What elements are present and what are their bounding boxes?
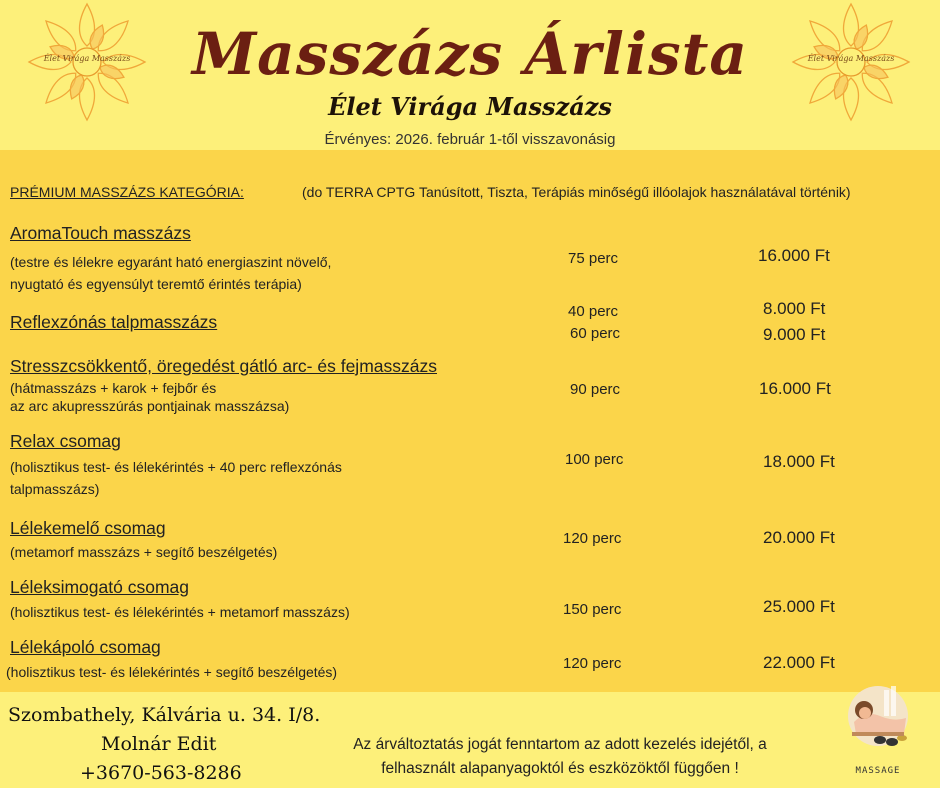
service-desc-line: (testre és lélekre egyaránt ható energiaszint növelő, bbox=[10, 254, 332, 270]
massage-label: MASSAGE bbox=[855, 766, 901, 776]
service-price: 18.000 Ft bbox=[763, 452, 835, 471]
service-desc-line: (hátmasszázs + karok + fejbőr és bbox=[10, 380, 217, 396]
service-desc-line: (holisztikus test- és lélekérintés + metamorf masszázs) bbox=[10, 604, 350, 620]
service-duration: 75 perc bbox=[568, 250, 619, 267]
service-duration: 150 perc bbox=[563, 601, 622, 618]
service-desc-line: (holisztikus test- és lélekérintés + segítő beszélgetés) bbox=[6, 664, 338, 680]
service-name: Relax csomag bbox=[10, 431, 121, 451]
service-desc-line: (metamorf masszázs + segítő beszélgetés) bbox=[10, 544, 278, 560]
service-name: Reflexzónás talpmasszázs bbox=[10, 312, 218, 332]
service-desc-line: az arc akupresszúrás pontjainak masszázsa) bbox=[10, 398, 290, 414]
logo-text-right: Élet Virága Masszázs bbox=[807, 54, 895, 63]
notice-line: Az árváltoztatás jogát fenntartom az adott kezelés idejétől, a bbox=[353, 736, 767, 753]
logo-text-left: Élet Virága Masszázs bbox=[43, 54, 131, 63]
service-price: 25.000 Ft bbox=[763, 597, 835, 616]
service-name: Lélekemelő csomag bbox=[10, 518, 166, 538]
service-desc bbox=[10, 379, 289, 415]
category-note: (do TERRA CPTG Tanúsított, Tiszta, Terápiás minőségű illóolajok használatával történik) bbox=[302, 184, 851, 200]
service-price: 20.000 Ft bbox=[763, 528, 835, 547]
service-desc-line: (holisztikus test- és lélekérintés + 40 perc reflexzónás bbox=[10, 459, 342, 475]
massage-illustration-icon bbox=[846, 676, 910, 776]
phone-number[interactable]: +3670-563-8286 bbox=[80, 762, 242, 784]
service-price: 9.000 Ft bbox=[763, 325, 826, 344]
category-title: PRÉMIUM MASSZÁZS KATEGÓRIA: bbox=[10, 184, 244, 200]
service-desc bbox=[10, 251, 331, 295]
page-subtitle: Élet Virága Masszázs bbox=[328, 92, 612, 121]
service-name: Stresszcsökkentő, öregedést gátló arc- és fejmasszázs bbox=[10, 356, 437, 376]
service-desc bbox=[10, 456, 342, 500]
service-desc bbox=[6, 661, 337, 683]
notice-line: felhasznált alapanyagoktól és eszközöktől függően ! bbox=[381, 760, 739, 777]
service-price: 16.000 Ft bbox=[758, 246, 830, 265]
validity-text: Érvényes: 2026. február 1-től visszavonásig bbox=[324, 131, 616, 148]
service-desc bbox=[10, 601, 350, 623]
service-name: AromaTouch masszázs bbox=[10, 223, 191, 243]
service-duration: 40 perc bbox=[568, 303, 619, 320]
service-price: 22.000 Ft bbox=[763, 653, 835, 672]
service-name: Léleksimogató csomag bbox=[10, 577, 189, 597]
service-duration: 60 perc bbox=[570, 325, 621, 342]
service-desc-line: talpmasszázs) bbox=[10, 481, 100, 497]
service-name: Lélekápoló csomag bbox=[10, 637, 161, 657]
service-desc bbox=[10, 541, 277, 563]
service-price: 8.000 Ft bbox=[763, 299, 826, 318]
service-duration: 90 perc bbox=[570, 381, 621, 398]
address-text: Szombathely, Kálvária u. 34. I/8. bbox=[8, 704, 321, 726]
owner-name: Molnár Edit bbox=[101, 733, 217, 755]
service-duration: 120 perc bbox=[563, 530, 622, 547]
page-title: Masszázs Árlista bbox=[191, 20, 749, 88]
service-desc-line: nyugtató és egyensúlyt teremtő érintés terápia) bbox=[10, 276, 302, 292]
service-duration: 120 perc bbox=[563, 655, 622, 672]
service-price: 16.000 Ft bbox=[759, 379, 831, 398]
price-change-notice bbox=[300, 733, 820, 781]
service-duration: 100 perc bbox=[565, 451, 624, 468]
